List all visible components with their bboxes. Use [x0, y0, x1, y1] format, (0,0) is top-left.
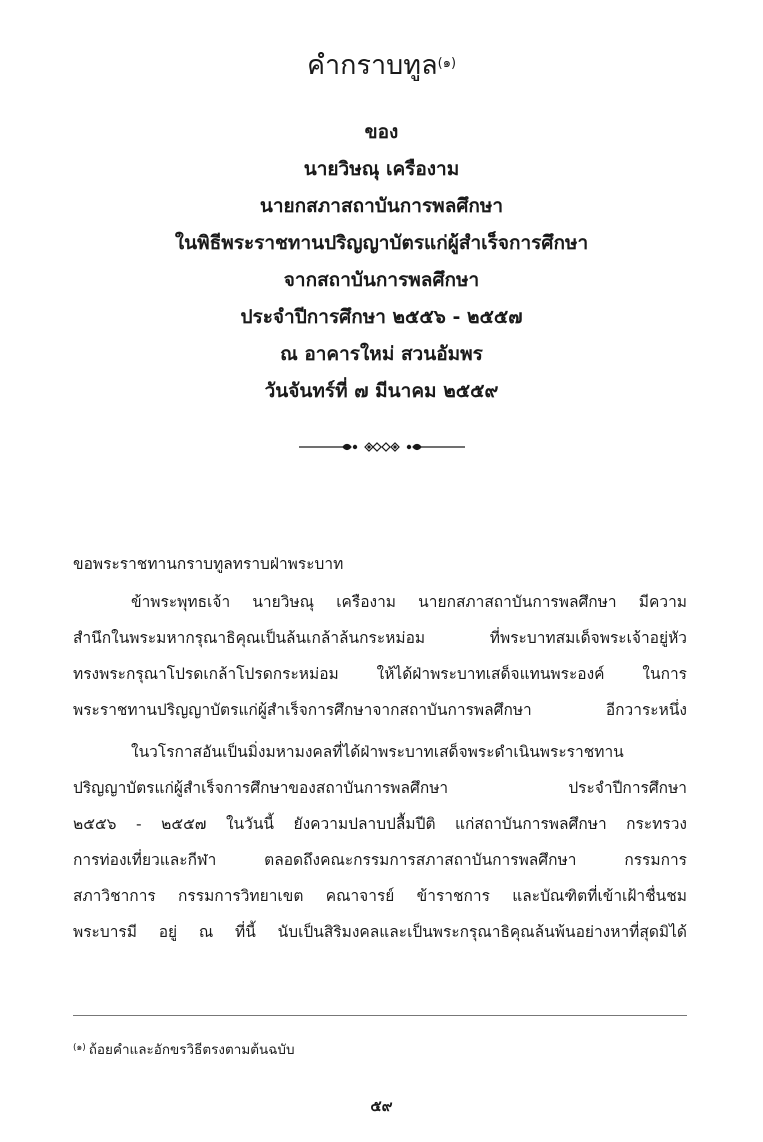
- paragraph-2: [73, 734, 687, 950]
- title-text: คำกราบทูล: [306, 50, 438, 81]
- paragraph-1: [73, 584, 687, 728]
- ornament-divider-icon: [297, 436, 467, 458]
- paragraph-line: การท่องเที่ยวและกีฬา ตลอดถึงคณะกรรมการสภาสถาบันการพลศึกษา กรรมการ: [73, 851, 687, 869]
- salutation: ขอพระราชทานกราบทูลทราบฝ่าพระบาท: [73, 555, 344, 573]
- heading-line: ในพิธีพระราชทานปริญญาบัตรแก่ผู้สำเร็จการศึกษา: [174, 232, 589, 254]
- paragraph-line: สำนึกในพระมหากรุณาธิคุณเป็นล้นเกล้าล้นกระหม่อม ที่พระบาทสมเด็จพระเจ้าอยู่หัว: [73, 629, 687, 647]
- heading-line: จากสถาบันการพลศึกษา: [283, 269, 480, 291]
- paragraph-line: ทรงพระกรุณาโปรดเกล้าโปรดกระหม่อม ให้ได้ฝ่าพระบาทเสด็จแทนพระองค์ ในการ: [73, 665, 687, 683]
- paragraph-line: ๒๕๕๖ - ๒๕๕๗ ในวันนี้ ยังความปลาบปลื้มปีติ แก่สถาบันการพลศึกษา กระทรวง: [73, 815, 687, 833]
- footnote: [73, 1038, 687, 1062]
- footnote-mark: (๑): [73, 1043, 86, 1053]
- speech-heading: [0, 114, 763, 410]
- title-footnote-mark: (๑): [437, 56, 457, 71]
- page-number: ๕๙: [370, 1097, 393, 1115]
- paragraph-line: ในวโรกาสอันเป็นมิ่งมหามงคลที่ได้ฝ่าพระบาทเสด็จพระดำเนินพระราชทาน: [131, 743, 624, 761]
- paragraph-line: สภาวิชาการ กรรมการวิทยาเขต คณาจารย์ ข้าราชการ และบัณฑิตที่เข้าเฝ้าชื่นชม: [73, 887, 687, 905]
- heading-line: ณ อาคารใหม่ สวนอัมพร: [280, 343, 483, 365]
- heading-line: ประจำปีการศึกษา ๒๕๕๖ - ๒๕๕๗: [240, 306, 523, 328]
- footnote-divider: [73, 1015, 687, 1016]
- speech-body: [73, 546, 687, 956]
- paragraph-line: พระราชทานปริญญาบัตรแก่ผู้สำเร็จการศึกษาจากสถาบันการพลศึกษา อีกวาระหนึ่ง: [73, 701, 687, 719]
- paragraph-line: พระบารมี อยู่ ณ ที่นี้ นับเป็นสิริมงคลและเป็นพระกรุณาธิคุณล้นพ้นอย่างหาที่สุดมิได้: [73, 923, 687, 941]
- heading-line: นายกสภาสถาบันการพลศึกษา: [259, 195, 504, 217]
- page-title: [0, 46, 763, 86]
- heading-line: วันจันทร์ที่ ๗ มีนาคม ๒๕๕๙: [264, 380, 499, 402]
- heading-line: ของ: [364, 121, 399, 143]
- paragraph-line: ปริญญาบัตรแก่ผู้สำเร็จการศึกษาของสถาบันการพลศึกษา ประจำปีการศึกษา: [73, 779, 687, 797]
- paragraph-line: ข้าพระพุทธเจ้า นายวิษณุ เครืองาม นายกสภาสถาบันการพลศึกษา มีความ: [131, 593, 687, 611]
- heading-line: นายวิษณุ เครืองาม: [303, 158, 460, 180]
- footnote-text: ถ้อยคำและอักขรวิธีตรงตามต้นฉบับ: [88, 1042, 295, 1058]
